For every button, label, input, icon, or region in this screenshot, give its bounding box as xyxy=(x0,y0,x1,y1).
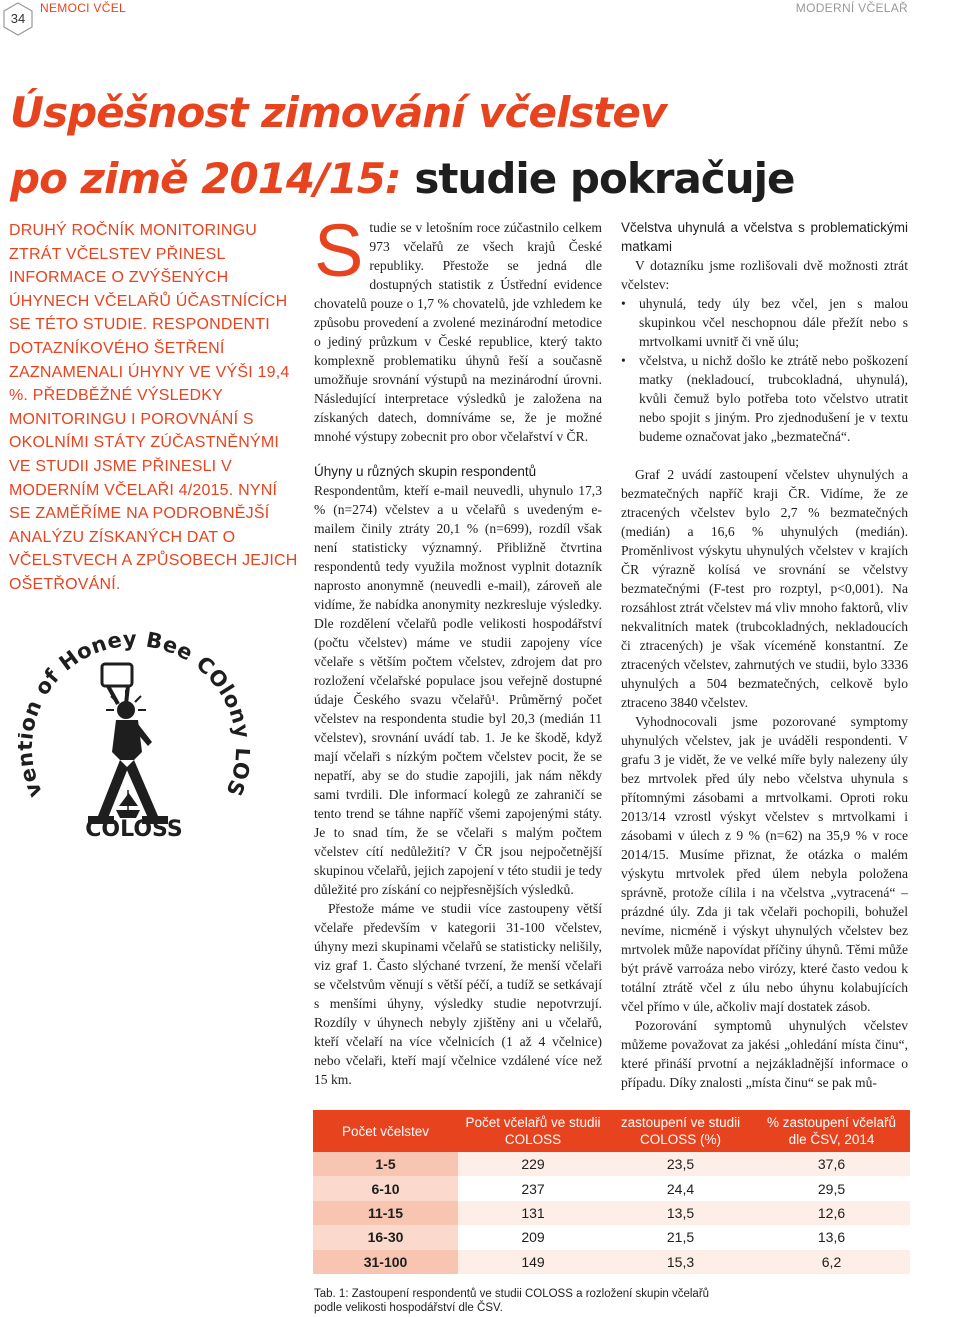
coloss-emblem-icon xyxy=(18,620,250,846)
list-item: • včelstva, u nichž došlo ke ztrátě nebo poškození matky (nekladoucí, trubcokladná, uhynulá), kvůli čemuž bylo potřeba toto včelstvo utratit nebo spojit s jiným. Pro zjednodušení je v textu budeme označovat jako „bezmatečná“. xyxy=(621,351,908,446)
table-header-row xyxy=(313,1110,910,1152)
table-cell: 37,6 xyxy=(753,1152,910,1176)
section-label: NEMOCI VČEL xyxy=(40,1,126,15)
lead-paragraph xyxy=(9,219,299,597)
body-paragraph: Graf 2 uvádí zastoupení včelstev uhynulých a bezmatečných napříč kraji ČR. Vidíme, že ze ztracených včelstev bylo 2,7 % bezmatečných (medián) a 16,6 % uhynulých (medián). Proměnlivost výskytu uhynulých včelstev v krajích ČR výrazně kolísá ve srovnání se včelstvy bezmatečnými (F-test pro rozptyl, p<0,001). Na rozsáhlost ztrát včelstev má vliv mnoho faktorů, vliv nekvalitních matek (trubcokladných, nekladoucích či ztracených) je však víceméně konstantní. Ze ztracených včelstev, zahrnutých ve studii, bylo 3336 uhynulých a 504 bezmatečných, celkově bylo ztraceno 3840 včelstev. xyxy=(621,467,908,710)
body-paragraph: Respondentům, kteří e-mail neuvedli, uhynulo 17,3 % (n=274) včelstev a u včelařů s uvedeným e-mailem činily ztráty 20,1 % (n=699), rozdíl však není statisticky významný. Přibližně čtvrtina respondentů tedy využila možnost vyplnit dotazník naprosto anonymně (neuvedli e-mail), zároveň ale vidíme, že nabídka anonymity nezkresluje výsledky. Dle rozdělení včelařů podle velikosti hospodářství (počtu včelstev) máme ve studii zapojeny více včelaře s větším počtem včelstev, zdrojem dat pro rozložení včelařské populace jsou veřejně dostupné údaje Českého svazu včelařů¹. Průměrný počet včelstev na respondenta studie byl 20,3 (medián 11 včelstev), srovnání uvádí tab. 1. Je ke škodě, když mají včelaři s nízkým počtem včelstev pocit, že se nepatří, aby se do studie zapojili, jak nám někdy sami tvrdili. Dle informací kolegů ze zahraničí se tento trend se táhne napříč všemi zapojenými státy. Je to snad tím, že se včelaři s malým počtem včelstev cítí nedůležití? V ČR jsou nejpočetnější skupinou včelařů, jejich zapojení v této studii je tedy důležité pro získání co nejpřesnějších výsledků. xyxy=(314,483,602,897)
page-number: 34 xyxy=(10,11,26,26)
table-cell: 16-30 xyxy=(313,1225,458,1249)
body-paragraph: Vyhodnocovali jsme pozorované symptomy uhynulých včelstev, jak je uváděli respondenti. V grafu 3 je vidět, že ve velké míře byly nalezeny úly bez mrtvolek před úly nebo včelstva uhynula s přítomnými zásobami a mrtvolkami. Oproti roku 2013/14 vzrostl výskyt včelstev s mrtvolkami i zásobami v úlech z 9 % (n=62) na 35,9 % v roce 2014/15. Musíme přiznat, že otázka o malém výskytu mrtvolek před úlem nebyla položena správně, protože cílila i na včelstva „vytracená“ – prázdné úly. Zda ji tak včelaři pochopili, bohužel nevíme, nicméně i výskyt uhynulých včelstev bez mrtvolek může napovídat příčiny úhynů. Těmi může být právě varroáza nebo virózy, které často vedou k totální ztrátě včel z úlu nebo úhynu kolabujících včel přímo v úle, ačkoliv mají dostatek zásob. xyxy=(621,714,908,1014)
table-cell: 1-5 xyxy=(313,1152,458,1176)
article-title xyxy=(10,80,950,212)
table-cell: 12,6 xyxy=(753,1201,910,1225)
table-cell: 6,2 xyxy=(753,1250,910,1274)
table-cell: 15,3 xyxy=(608,1250,753,1274)
coloss-logo xyxy=(18,620,250,846)
body-column-2 xyxy=(621,218,908,1092)
lead-text: DRUHÝ ROČNÍK MONITORINGU ZTRÁT VČELSTEV PŘINESL INFORMACE O ZVÝŠENÝCH ÚHYNECH VČELAŘŮ ÚČASTNÍCÍCH SE TÉTO STUDIE. RESPONDENTI DOTAZNÍKOVÉHO ŠETŘENÍ ZAZNAMENALI ÚHYNY VE VÝŠI 19,4 %. PŘEDBĚŽNÉ VÝSLEDKY MONITORINGU I POROVNÁNÍ S OKOLNÍMI STÁTY ZÚČASTNĚNÝMI VE STUDII JSME PŘINESLI V MODERNÍM VČELAŘI 4/2015. NYNÍ SE ZAMĚŘÍME NA PODROBNĚJŠÍ ANALÝZU ZÍSKANÝCH DAT O VČELSTVECH A ZPŮSOBECH JEJICH OŠETŘOVÁNÍ. xyxy=(9,222,298,593)
table-cell: 31-100 xyxy=(313,1250,458,1274)
page-number-badge xyxy=(3,2,33,36)
body-column-1 xyxy=(314,209,602,1089)
title-line2-dark: studie pokračuje xyxy=(414,154,795,203)
table-row xyxy=(313,1201,910,1225)
table-header-cell: Počet včelařů ve studii COLOSS xyxy=(458,1110,608,1152)
body-paragraph: Pozorování symptomů uhynulých včelstev můžeme považovat za jakési „ohledání místa činu“, které přináší prvotní a nejzákladnější informace o případu. Díky znalosti „místa činu“ se pak mů- xyxy=(621,1018,908,1090)
table-cell: 21,5 xyxy=(608,1225,753,1249)
table-header-cell: % zastoupení včelařů dle ČSV, 2014 xyxy=(753,1110,910,1152)
body-paragraph: V dotazníku jsme rozlišovali dvě možnosti ztrát včelstev: xyxy=(621,258,908,292)
table-row xyxy=(313,1152,910,1176)
table-cell: 237 xyxy=(458,1176,608,1200)
dropcap: S xyxy=(314,209,364,292)
title-line2-red: po zimě 2014/15: xyxy=(10,154,401,203)
title-line1: Úspěšnost zimování včelstev xyxy=(10,88,667,137)
table-cell: 29,5 xyxy=(753,1176,910,1200)
colossus-statue-icon xyxy=(88,664,168,824)
table-row xyxy=(313,1250,910,1274)
table-cell: 149 xyxy=(458,1250,608,1274)
table-cell: 229 xyxy=(458,1152,608,1176)
table-cell: 11-15 xyxy=(313,1201,458,1225)
table-cell: 13,6 xyxy=(753,1225,910,1249)
loss-types-list xyxy=(621,294,908,446)
table-header-cell: Počet včelstev xyxy=(313,1110,458,1152)
intro-text: tudie se v letošním roce zúčastnilo celkem 973 včelařů ze všech krajů České republiky. Přestože se jedná dle dostupných statistik z Ústřední evidence chovatelů pouze o 1,7 % chovatelů, jde vzhledem ke způsobu provedení a zvolené mezinárodní metodice o jediný průzkum v České republice, který takto komplexně problematiku úhynů řeší a současně umožňuje srovnání výstupů na mezinárodní úrovni. Následující interpretace výsledků je založena na získaných datech, domníváme se, že je možné mnohé výstupy zobecnit pro obor včelařství v ČR. xyxy=(314,220,602,444)
body-paragraph: Přestože máme ve studii více zastoupeny větší včelaře především v kategorii 31-100 včelstev, úhyny mezi skupinami včelařů se statisticky nelišily, viz graf 1. Často slýchané tvrzení, že menší včelaři se včelstvům věnují s větší péčí, a tudíž se setkávají s menšími úhyny, výsledky studie nepotvrzují. Rozdíly v úhynech nebyly zjištěny ani u včelařů, kteří včelaří na více včelnicích (1 až 4 včelnice) nebo včelaři, kteří mají včelnice vzdálené více než 15 km. xyxy=(314,901,602,1087)
magazine-name: MODERNÍ VČELAŘ xyxy=(795,1,908,15)
table-cell: 209 xyxy=(458,1225,608,1249)
table-row xyxy=(313,1176,910,1200)
table-header-cell: zastoupení ve studii COLOSS (%) xyxy=(608,1110,753,1152)
table-cell: 24,4 xyxy=(608,1176,753,1200)
subheading-dead-colonies: Včelstva uhynulá a včelstva s problematickými matkami xyxy=(621,220,908,254)
logo-arc-text: v n of Honey Bee COlon S xyxy=(18,626,250,802)
table-cell: 13,5 xyxy=(608,1201,753,1225)
table-cell: 23,5 xyxy=(608,1152,753,1176)
list-item: • uhynulá, tedy úly bez včel, jen s malou skupinkou včel neschopnou dále přežít nebo s mrtvolkami uvnitř či vně úlu; xyxy=(621,294,908,351)
table-caption: Tab. 1: Zastoupení respondentů ve studii COLOSS a rozložení skupin včelařů podle velikosti hospodářství dle ČSV. xyxy=(314,1288,710,1314)
respondents-table xyxy=(313,1110,910,1274)
table-row xyxy=(313,1225,910,1249)
table-cell: 6-10 xyxy=(313,1176,458,1200)
intro-paragraph xyxy=(314,209,602,446)
subheading-respondent-groups: Úhyny u různých skupin respondentů xyxy=(314,464,537,479)
table-cell: 131 xyxy=(458,1201,608,1225)
logo-acronym: COLOSS xyxy=(85,817,183,842)
